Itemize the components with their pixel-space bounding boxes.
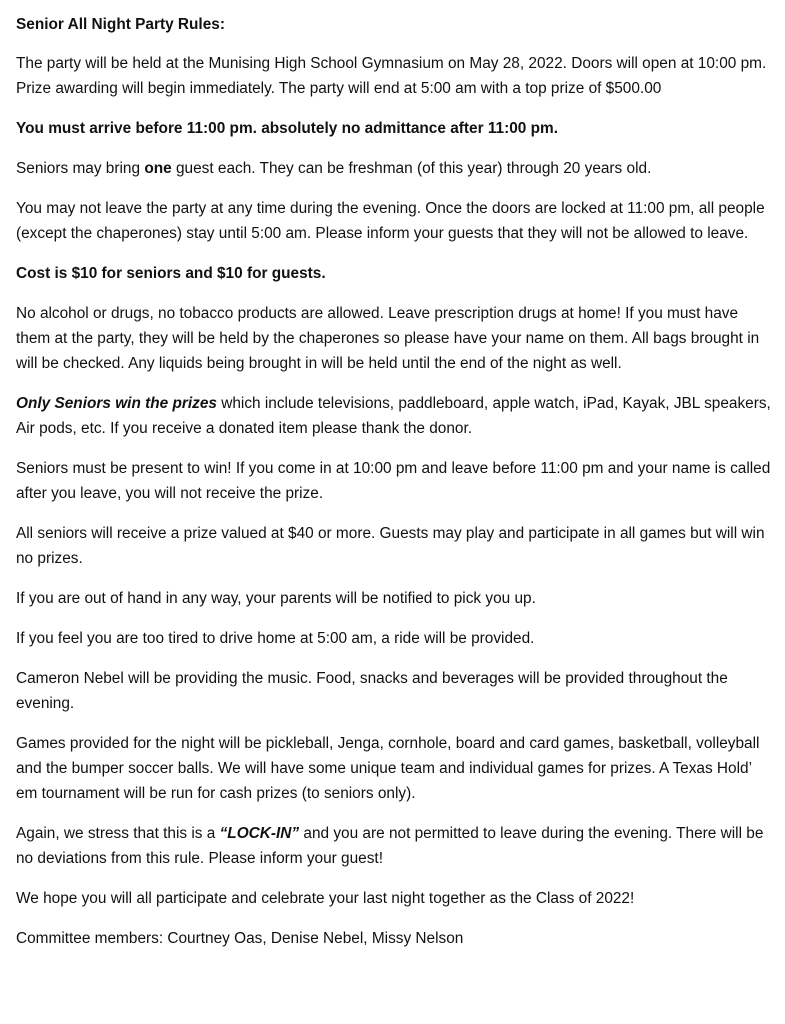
paragraph-closing: We hope you will all participate and celebrate your last night together as the Class of 2022! <box>16 890 635 907</box>
paragraph-present-to-win: Seniors must be present to win! If you come in at 10:00 pm and leave before 11:00 pm and your name is called after you leave, you will not receive the prize. <box>16 460 771 502</box>
paragraph-lock-in: Again, we stress that this is a “LOCK-IN” and you are not permitted to leave during the evening. There will be no deviations from this rule. Please inform your guest! <box>16 825 764 867</box>
paragraph-conduct: If you are out of hand in any way, your parents will be notified to pick you up. <box>16 590 536 607</box>
paragraph-games: Games provided for the night will be pickleball, Jenga, cornhole, board and card games, basketball, volleyball and the bumper soccer balls. We will have some unique team and individual games for prizes. A Texas Hold’ em tournament will be run for cash prizes (to seniors only). <box>16 735 760 802</box>
paragraph-cost: Cost is $10 for seniors and $10 for guests. <box>16 265 326 282</box>
paragraph-arrival-deadline: You must arrive before 11:00 pm. absolutely no admittance after 11:00 pm. <box>16 120 558 137</box>
paragraph-guest-policy: Seniors may bring one guest each. They can be freshman (of this year) through 20 years old. <box>16 160 652 177</box>
paragraph-committee: Committee members: Courtney Oas, Denise Nebel, Missy Nelson <box>16 930 464 947</box>
paragraph-prizes: Only Seniors win the prizes which include televisions, paddleboard, apple watch, iPad, Kayak, JBL speakers, Air pods, etc. If you receive a donated item please thank the donor. <box>16 395 771 437</box>
paragraph-ride-home: If you feel you are too tired to drive home at 5:00 am, a ride will be provided. <box>16 630 535 647</box>
paragraph-music-food: Cameron Nebel will be providing the music. Food, snacks and beverages will be provided throughout the evening. <box>16 670 728 712</box>
document-body <box>16 12 772 966</box>
paragraph-substances: No alcohol or drugs, no tobacco products are allowed. Leave prescription drugs at home! If you must have them at the party, they will be held by the chaperones so please have your name on them. All bags brought in will be checked. Any liquids being brought in will be held until the end of the night as well. <box>16 305 760 372</box>
paragraph-party-details: The party will be held at the Munising High School Gymnasium on May 28, 2022. Doors will open at 10:00 pm. Prize awarding will begin immediately. The party will end at 5:00 am with a top prize of $500.00 <box>16 55 767 97</box>
document-title: Senior All Night Party Rules: <box>16 16 225 33</box>
paragraph-senior-prize-value: All seniors will receive a prize valued at $40 or more. Guests may play and participate in all games but will win no prizes. <box>16 525 765 567</box>
paragraph-no-leaving: You may not leave the party at any time during the evening. Once the doors are locked at 11:00 pm, all people (except the chaperones) stay until 5:00 am. Please inform your guests that they will not be allowed to leave. <box>16 200 765 242</box>
